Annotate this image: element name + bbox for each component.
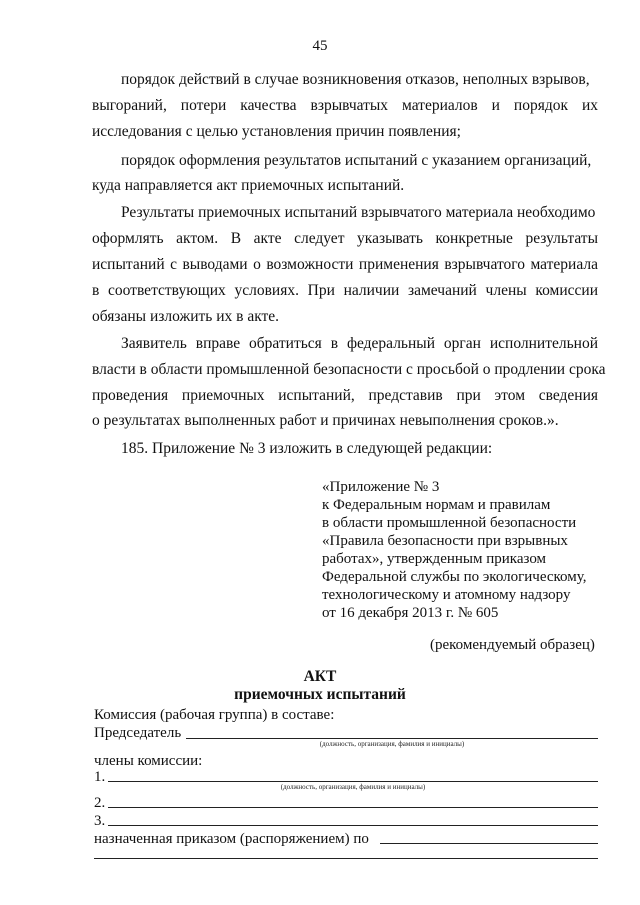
member-2-field-line[interactable]: [108, 807, 598, 808]
body-line: выгораний, потери качества взрывчатых материалов и порядок их: [92, 97, 598, 114]
body-line: испытаний с выводами о возможности применения взрывчатого материала: [92, 256, 598, 273]
appendix-line: «Правила безопасности при взрывных: [322, 533, 568, 549]
appendix-line: технологическому и атомному надзору: [322, 587, 571, 603]
appendix-line: Федеральной службы по экологическому,: [322, 569, 587, 585]
appendix-line: в области промышленной безопасности: [322, 515, 577, 531]
act-title: АКТ: [303, 668, 337, 685]
recommended-sample-note: (рекомендуемый образец): [430, 637, 595, 653]
body-line: Результаты приемочных испытаний взрывчатого материала необходимо: [121, 204, 596, 221]
chairman-label: Председатель: [94, 725, 182, 741]
body-line: исследования с целью установления причин появления;: [92, 123, 461, 140]
body-line: в соответствующих условиях. При наличии замечаний члены комиссии: [92, 282, 598, 299]
member-3-number: 3.: [94, 813, 106, 829]
body-line: оформлять актом. В акте следует указывать конкретные результаты: [92, 230, 598, 247]
body-line: обязаны изложить их в акте.: [92, 308, 280, 325]
body-line: проведения приемочных испытаний, представив при этом сведения: [92, 387, 598, 404]
members-label: члены комиссии:: [94, 753, 203, 769]
body-line: власти в области промышленной безопасности с просьбой о продлении срока: [92, 361, 606, 378]
body-line: Заявитель вправе обратиться в федеральный орган исполнительной: [121, 335, 598, 352]
page-number: 45: [312, 38, 328, 54]
member-2-number: 2.: [94, 795, 106, 811]
appendix-line: от 16 декабря 2013 г. № 605: [322, 605, 499, 621]
member-1-field-line[interactable]: [108, 781, 598, 782]
appendix-line: работах», утвержденным приказом: [322, 551, 547, 567]
chairman-field-line[interactable]: [186, 738, 598, 739]
member-1-field-hint: (должность, организация, фамилия и инициалы): [280, 783, 426, 791]
body-line: порядок оформления результатов испытаний с указанием организаций,: [121, 152, 592, 169]
chairman-field-hint: (должность, организация, фамилия и инициалы): [319, 740, 465, 748]
appendix-line: «Приложение № 3: [322, 479, 440, 495]
body-line: куда направляется акт приемочных испытаний.: [92, 177, 405, 194]
appointed-by-field-line[interactable]: [380, 843, 598, 844]
body-line: 185. Приложение № 3 изложить в следующей редакции:: [121, 440, 493, 457]
appendix-line: к Федеральным нормам и правилам: [322, 497, 551, 513]
act-subtitle: приемочных испытаний: [234, 686, 406, 703]
body-line: порядок действий в случае возникновения отказов, неполных взрывов,: [121, 71, 590, 88]
continuation-field-line[interactable]: [94, 858, 598, 859]
body-line: о результатах выполненных работ и причинах невыполнения сроков.».: [92, 412, 559, 429]
member-1-number: 1.: [94, 769, 106, 785]
appointed-by-label: назначенная приказом (распоряжением) по: [94, 831, 369, 847]
member-3-field-line[interactable]: [108, 825, 598, 826]
commission-label: Комиссия (рабочая группа) в составе:: [94, 707, 335, 723]
